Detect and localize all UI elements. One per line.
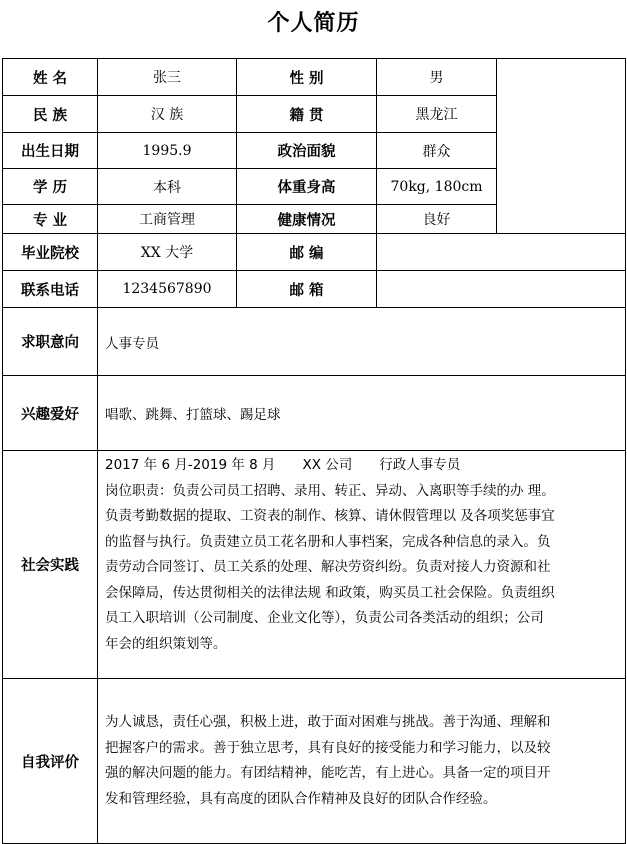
experience-line: 的监督与执行。负责建立员工花名册和人事档案，完成各种信息的录入。负	[105, 533, 551, 550]
self-evaluation-line: 强的解决问题的能力。有团结精神，能吃苦，有上进心。具备一定的项目开	[105, 765, 551, 781]
experience-label: 社会实践	[3, 451, 98, 679]
postcode-value	[377, 234, 626, 271]
experience-line: 2017 年 6 月-2019 年 8 月 XX 公司 行政人事专员	[105, 457, 461, 473]
experience-line: 员工入职培训（公司制度、企业文化等），负责公司各类活动的组织；公司	[105, 610, 544, 626]
objective-value: 人事专员	[98, 308, 626, 376]
experience-line: 负责考勤数据的提取、工资表的制作、核算、请休假管理以 及各项奖惩事宜	[105, 508, 555, 524]
birth-label: 出生日期	[3, 133, 98, 169]
objective-label: 求职意向	[3, 308, 98, 376]
major-label: 专 业	[3, 205, 98, 234]
table-row	[3, 234, 626, 271]
gender-value: 男	[377, 59, 497, 96]
table-row	[3, 451, 626, 679]
school-value: XX 大学	[98, 234, 237, 271]
resume-table	[2, 58, 626, 844]
self-evaluation-line: 把握客户的需求。善于独立思考，具有良好的接受能力和学习能力，以及较	[105, 739, 551, 756]
postcode-label: 邮 编	[237, 234, 377, 271]
body-label: 体重身高	[237, 169, 377, 205]
body-value: 70kg, 180cm	[377, 169, 497, 205]
experience-content	[98, 451, 626, 679]
health-label: 健康情况	[237, 205, 377, 234]
phone-value: 1234567890	[98, 271, 237, 308]
self-evaluation-label: 自我评价	[3, 679, 98, 844]
name-label: 姓 名	[3, 59, 98, 96]
education-label: 学 历	[3, 169, 98, 205]
ethnicity-label: 民 族	[3, 96, 98, 133]
hobbies-value: 唱歌、跳舞、打篮球、踢足球	[98, 376, 626, 451]
major-value: 工商管理	[98, 205, 237, 234]
photo-cell	[497, 59, 626, 234]
experience-line: 年会的组织策划等。	[105, 635, 227, 652]
table-row	[3, 679, 626, 844]
gender-label: 性 别	[237, 59, 377, 96]
self-evaluation-line: 为人诚恳，责任心强，积极上进，敢于面对困难与挑战。善于沟通、理解和	[105, 714, 551, 730]
name-value: 张三	[98, 59, 237, 96]
education-value: 本科	[98, 169, 237, 205]
native-place-label: 籍 贯	[237, 96, 377, 133]
hobbies-label: 兴趣爱好	[3, 376, 98, 451]
table-row	[3, 376, 626, 451]
page-title: 个人简历	[267, 11, 360, 36]
experience-line: 会保障局，传达贯彻相关的法律法规 和政策，购买员工社会保险。负责组织	[105, 584, 555, 601]
native-place-value: 黑龙江	[377, 96, 497, 133]
self-evaluation-content	[98, 679, 626, 844]
school-label: 毕业院校	[3, 234, 98, 271]
health-value: 良好	[377, 205, 497, 234]
politics-label: 政治面貌	[237, 133, 377, 169]
ethnicity-value: 汉 族	[98, 96, 237, 133]
email-value	[377, 271, 626, 308]
table-row	[3, 308, 626, 376]
experience-line: 岗位职责：负责公司员工招聘、录用、转正、异动、入离职等手续的办 理。	[105, 482, 555, 499]
table-row	[3, 271, 626, 308]
table-row	[3, 59, 626, 96]
self-evaluation-line: 发和管理经验，具有高度的团队合作精神及良好的团队合作经验。	[105, 790, 497, 807]
experience-line: 责劳动合同签订、员工关系的处理、解决劳资纠纷。负责对接人力资源和社	[105, 559, 551, 575]
email-label: 邮 箱	[237, 271, 377, 308]
politics-value: 群众	[377, 133, 497, 169]
birth-value: 1995.9	[98, 133, 237, 169]
phone-label: 联系电话	[3, 271, 98, 308]
